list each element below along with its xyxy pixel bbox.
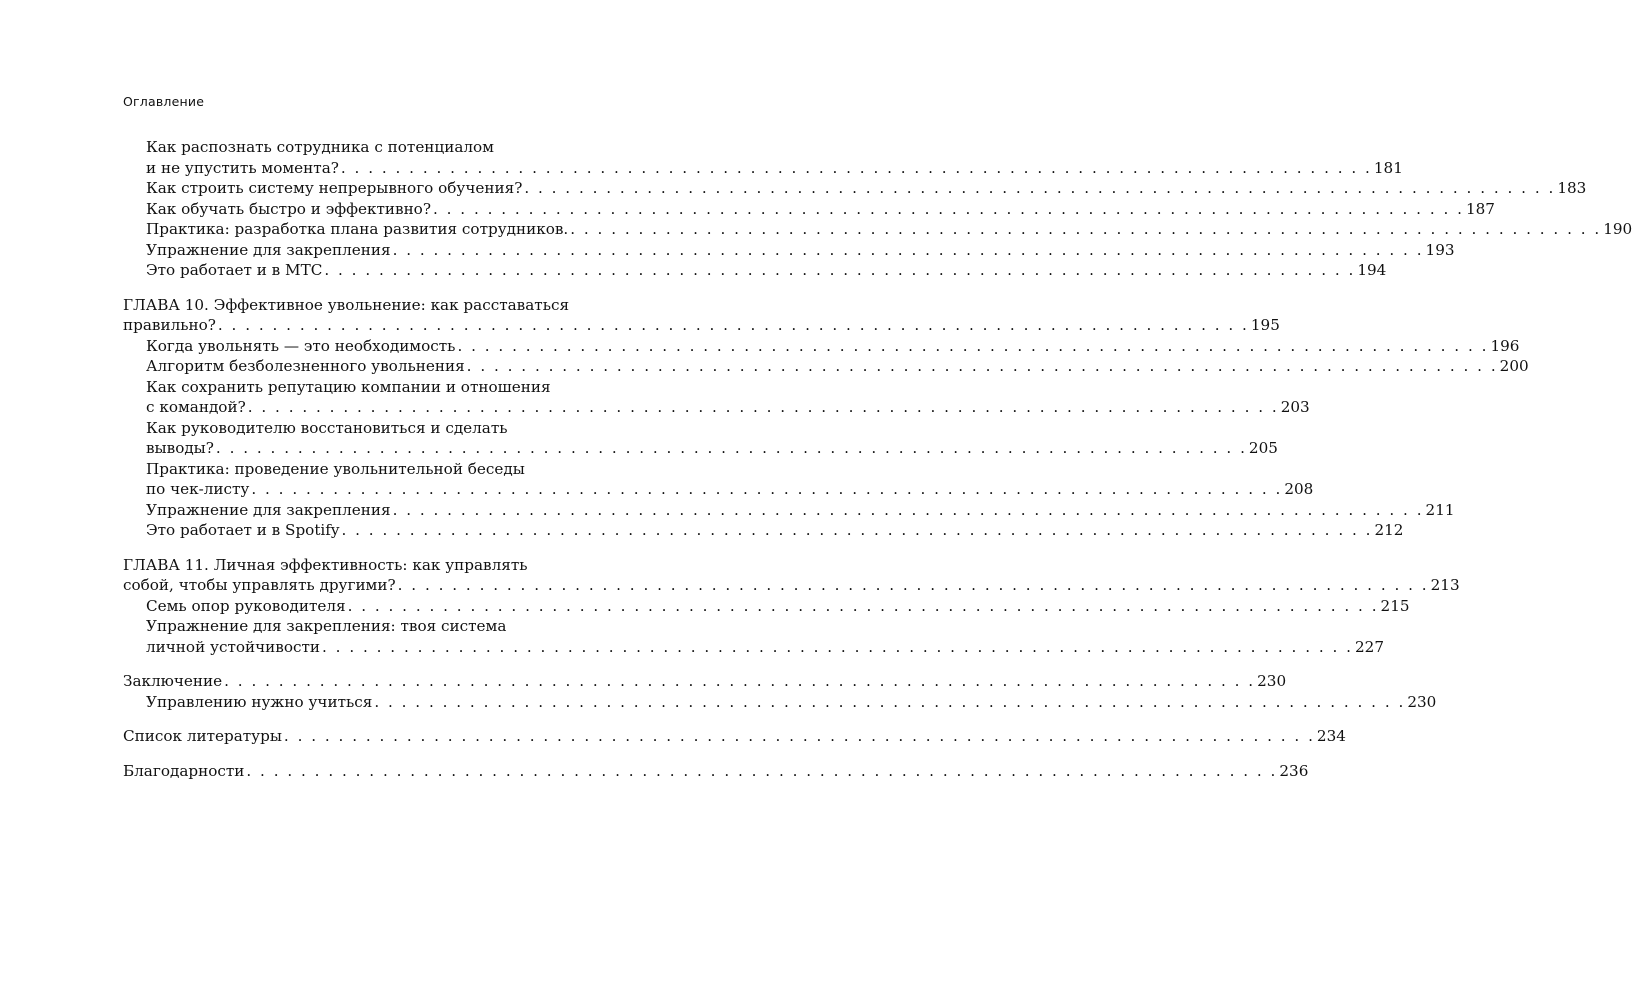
entry-title-line: Это работает и в Spotify — [146, 521, 340, 539]
toc-entry[interactable] — [123, 555, 1460, 596]
dot-leader: . . . . . . . . . . . . . . . . . . . . . . . . . . . . . . . . . . . . . . . . . . . . . . . . . . . . . . . . . . . . . . . . . . . . . . . . . . . . — [374, 692, 1406, 711]
entry-title-line: Как обучать быстро и эффективно? — [146, 199, 431, 218]
toc-entry[interactable] — [123, 761, 1309, 782]
toc-subentry[interactable] — [123, 520, 1404, 541]
dot-leader: . . . . . . . . . . . . . . . . . . . . . . . . . . . . . . . . . . . . . . . . . . . . . . . . . . . . . . . . . . . . . . . . . . . . . . . . . . . . — [224, 672, 1256, 690]
entry-title-line: личной устойчивости — [146, 637, 321, 656]
toc-subentry[interactable] — [123, 459, 1314, 500]
toc-group — [123, 761, 1309, 782]
entry-title-line: Это работает и в МТС — [146, 261, 323, 279]
toc-entry[interactable] — [123, 726, 1346, 747]
dot-leader: . . . . . . . . . . . . . . . . . . . . . . . . . . . . . . . . . . . . . . . . . . . . . . . . . . . . . . . . . . . . . . . . . . . . . . . . . . . . — [392, 240, 1424, 259]
page-number: 230 — [1407, 692, 1437, 711]
entry-title-line: с командой? — [146, 398, 246, 416]
toc-entry[interactable] — [123, 295, 1280, 336]
page-number: 194 — [1357, 261, 1387, 279]
page-number: 236 — [1279, 761, 1309, 780]
dot-leader: . . . . . . . . . . . . . . . . . . . . . . . . . . . . . . . . . . . . . . . . . . . . . . . . . . . . . . . . . . . . . . . . . . . . . . . . . . . . — [341, 521, 1373, 539]
entry-title-line: Управлению нужно учиться — [146, 692, 373, 711]
toc-subentry[interactable] — [123, 199, 1495, 220]
page-number: 181 — [1373, 158, 1403, 177]
entry-title-line: выводы? — [146, 439, 214, 457]
page-number: 230 — [1257, 672, 1287, 690]
toc-group — [123, 295, 1529, 541]
toc-subentry[interactable] — [123, 692, 1437, 713]
entry-title-line: Список литературы — [123, 727, 282, 745]
dot-leader: . . . . . . . . . . . . . . . . . . . . . . . . . . . . . . . . . . . . . . . . . . . . . . . . . . . . . . . . . . . . . . . . . . . . . . . . . . . . — [340, 158, 1372, 177]
page-number: 227 — [1355, 637, 1385, 656]
entry-title-line: Упражнение для закрепления — [146, 500, 391, 519]
dot-leader: . . . . . . . . . . . . . . . . . . . . . . . . . . . . . . . . . . . . . . . . . . . . . . . . . . . . . . . . . . . . . . . . . . . . . . . . . . . . — [322, 637, 1354, 656]
dot-leader: . . . . . . . . . . . . . . . . . . . . . . . . . . . . . . . . . . . . . . . . . . . . . . . . . . . . . . . . . . . . . . . . . . . . . . . . . . . . — [457, 336, 1489, 355]
page-number: 211 — [1425, 500, 1455, 519]
entry-title-line: Как сохранить репутацию компании и отношения — [146, 377, 551, 396]
entry-title-line: Как строить систему непрерывного обучения? — [146, 179, 523, 197]
toc-group — [123, 671, 1437, 712]
page-number: 208 — [1284, 480, 1314, 498]
entry-title-line: Упражнение для закрепления — [146, 240, 391, 259]
toc-group — [123, 137, 1632, 281]
page-number: 190 — [1603, 220, 1632, 238]
page-number: 213 — [1430, 576, 1460, 594]
toc-entry[interactable] — [123, 671, 1287, 692]
page-number: 193 — [1425, 240, 1455, 259]
dot-leader: . . . . . . . . . . . . . . . . . . . . . . . . . . . . . . . . . . . . . . . . . . . . . . . . . . . . . . . . . . . . . . . . . . . . . . . . . . . . — [324, 261, 1356, 279]
dot-leader: . . . . . . . . . . . . . . . . . . . . . . . . . . . . . . . . . . . . . . . . . . . . . . . . . . . . . . . . . . . . . . . . . . . . . . . . . . . . — [570, 220, 1602, 238]
toc-subentry[interactable] — [123, 418, 1278, 459]
toc-subentry[interactable] — [123, 137, 1403, 178]
page-number: 203 — [1280, 398, 1310, 416]
entry-title-line: Когда увольнять — это необходимость — [146, 336, 456, 355]
toc-subentry[interactable] — [123, 616, 1385, 657]
entry-title-line: правильно? — [123, 316, 216, 334]
page-number: 205 — [1248, 439, 1278, 457]
running-head: Оглавление — [123, 94, 205, 109]
dot-leader: . . . . . . . . . . . . . . . . . . . . . . . . . . . . . . . . . . . . . . . . . . . . . . . . . . . . . . . . . . . . . . . . . . . . . . . . . . . . — [347, 596, 1379, 615]
toc-subentry[interactable] — [123, 356, 1529, 377]
entry-title-line: Практика: разработка плана развития сотрудников. — [146, 220, 569, 238]
dot-leader: . . . . . . . . . . . . . . . . . . . . . . . . . . . . . . . . . . . . . . . . . . . . . . . . . . . . . . . . . . . . . . . . . . . . . . . . . . . . — [392, 500, 1424, 519]
page-number: 196 — [1490, 336, 1520, 355]
page-number: 200 — [1499, 357, 1529, 375]
entry-title-line: собой, чтобы управлять другими? — [123, 576, 396, 594]
toc-group — [123, 726, 1346, 747]
dot-leader: . . . . . . . . . . . . . . . . . . . . . . . . . . . . . . . . . . . . . . . . . . . . . . . . . . . . . . . . . . . . . . . . . . . . . . . . . . . . — [432, 199, 1464, 218]
toc-group — [123, 555, 1460, 658]
entry-title-line: Как распознать сотрудника с потенциалом — [146, 138, 494, 156]
toc-subentry[interactable] — [123, 596, 1410, 617]
dot-leader: . . . . . . . . . . . . . . . . . . . . . . . . . . . . . . . . . . . . . . . . . . . . . . . . . . . . . . . . . . . . . . . . . . . . . . . . . . . . — [247, 398, 1279, 416]
entry-title-line: и не упустить момента? — [146, 158, 339, 177]
entry-title-line: Практика: проведение увольнительной беседы — [146, 459, 525, 478]
page-number: 195 — [1250, 316, 1280, 334]
entry-title-line: ГЛАВА 11. Личная эффективность: как управлять — [123, 555, 528, 574]
page-number: 215 — [1380, 596, 1410, 615]
dot-leader: . . . . . . . . . . . . . . . . . . . . . . . . . . . . . . . . . . . . . . . . . . . . . . . . . . . . . . . . . . . . . . . . . . . . . . . . . . . . — [283, 727, 1315, 745]
entry-title-line: Благодарности — [123, 761, 245, 780]
toc-subentry[interactable] — [123, 377, 1310, 418]
dot-leader: . . . . . . . . . . . . . . . . . . . . . . . . . . . . . . . . . . . . . . . . . . . . . . . . . . . . . . . . . . . . . . . . . . . . . . . . . . . . — [217, 316, 1249, 334]
table-of-contents — [123, 137, 1632, 781]
page-number: 212 — [1374, 521, 1404, 539]
entry-title-line: ГЛАВА 10. Эффективное увольнение: как расставаться — [123, 295, 570, 314]
dot-leader: . . . . . . . . . . . . . . . . . . . . . . . . . . . . . . . . . . . . . . . . . . . . . . . . . . . . . . . . . . . . . . . . . . . . . . . . . . . . — [524, 179, 1556, 197]
dot-leader: . . . . . . . . . . . . . . . . . . . . . . . . . . . . . . . . . . . . . . . . . . . . . . . . . . . . . . . . . . . . . . . . . . . . . . . . . . . . — [246, 761, 1278, 780]
toc-subentry[interactable] — [123, 260, 1387, 281]
toc-subentry[interactable] — [123, 336, 1520, 357]
dot-leader: . . . . . . . . . . . . . . . . . . . . . . . . . . . . . . . . . . . . . . . . . . . . . . . . . . . . . . . . . . . . . . . . . . . . . . . . . . . . — [466, 357, 1498, 375]
page-number: 183 — [1557, 179, 1587, 197]
toc-subentry[interactable] — [123, 219, 1632, 240]
dot-leader: . . . . . . . . . . . . . . . . . . . . . . . . . . . . . . . . . . . . . . . . . . . . . . . . . . . . . . . . . . . . . . . . . . . . . . . . . . . . — [251, 480, 1283, 498]
entry-title-line: по чек-листу — [146, 480, 250, 498]
dot-leader: . . . . . . . . . . . . . . . . . . . . . . . . . . . . . . . . . . . . . . . . . . . . . . . . . . . . . . . . . . . . . . . . . . . . . . . . . . . . — [397, 576, 1429, 594]
page-number: 187 — [1465, 199, 1495, 218]
toc-subentry[interactable] — [123, 178, 1587, 199]
entry-title-line: Упражнение для закрепления: твоя система — [146, 617, 507, 635]
entry-title-line: Семь опор руководителя — [146, 596, 346, 615]
toc-subentry[interactable] — [123, 240, 1455, 261]
entry-title-line: Алгоритм безболезненного увольнения — [146, 357, 465, 375]
page-number: 234 — [1316, 727, 1346, 745]
entry-title-line: Заключение — [123, 672, 223, 690]
dot-leader: . . . . . . . . . . . . . . . . . . . . . . . . . . . . . . . . . . . . . . . . . . . . . . . . . . . . . . . . . . . . . . . . . . . . . . . . . . . . — [215, 439, 1247, 457]
entry-title-line: Как руководителю восстановиться и сделать — [146, 418, 508, 437]
toc-subentry[interactable] — [123, 500, 1455, 521]
